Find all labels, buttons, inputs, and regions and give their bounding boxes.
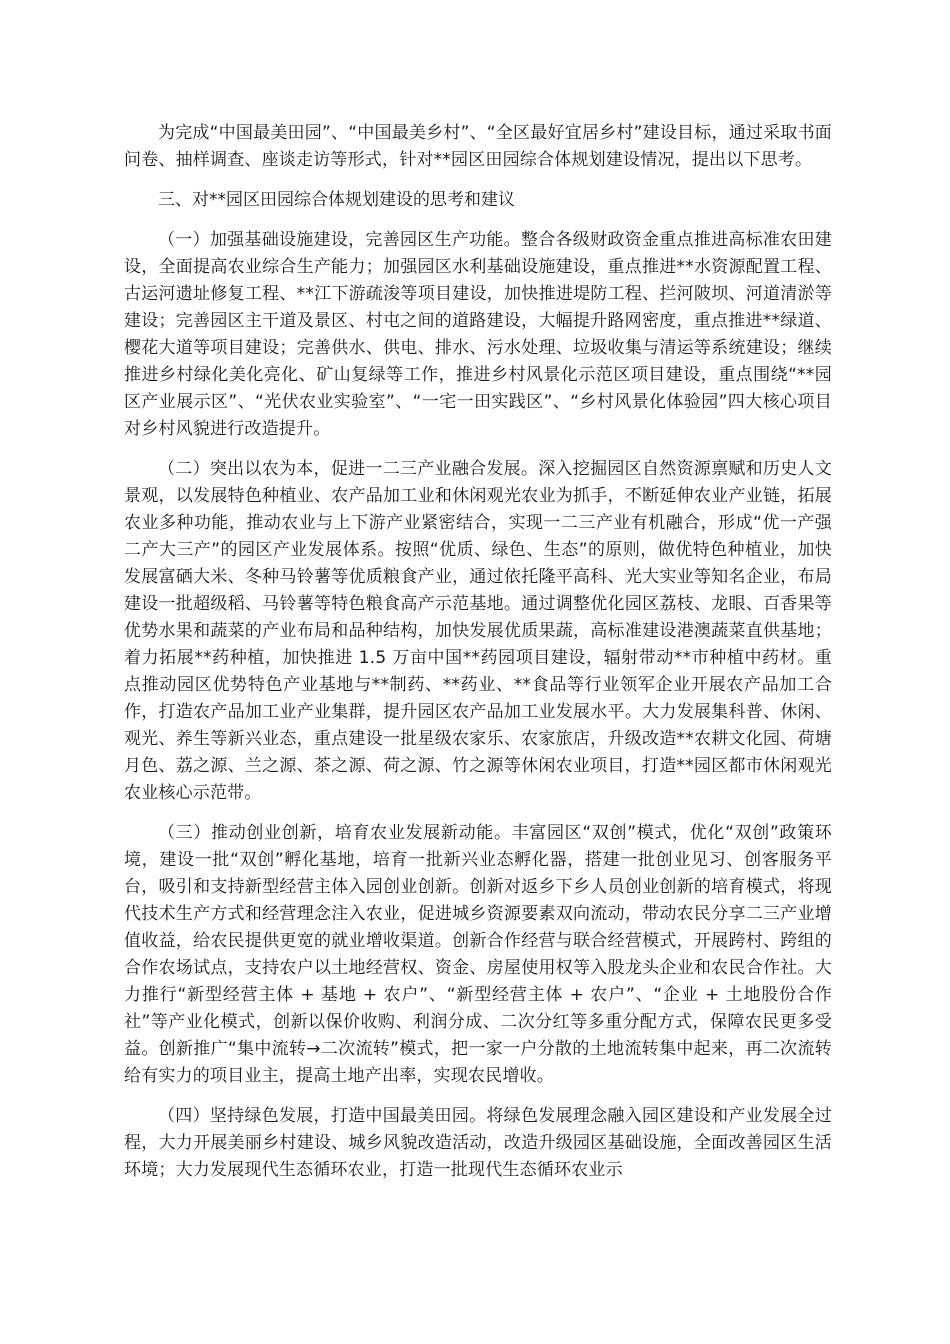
paragraph-3: （三）推动创业创新，培育农业发展新动能。丰富园区“双创”模式，优化“双创”政策环境，建设一批“双创”孵化基地，培育一批新兴业态孵化器，搭建一批创业见习、创客服务平台，吸引和支持新型经营主体入园创业创新。创新对返乡下乡人员创业创新的培育模式，将现代技术生产方式和经营理念注入农业，促进城乡资源要素双向流动，带动农民分享二三产业增值收益，给农民提供更宽的就业增收渠道。创新合作经营与联合经营模式，开展跨村、跨组的合作农场试点，支持农户以土地经营权、资金、房屋使用权等入股龙头企业和农民合作社。大力推行“新型经营主体 + 基地 + 农户”、“新型经营主体 + 农户”、“企业 + 土地股份合作社”等产业化模式，创新以保价收购、利润分成、二次分红等多重分配方式，保障农民更多受益。创新推广“集中流转→二次流转”模式，把一家一户分散的土地流转集中起来，再二次流转给有实力的项目业主，提高土地产出率，实现农民增收。: [124, 823, 832, 1086]
intro-paragraph: 为完成“中国最美田园”、“中国最美乡村”、“全区最好宜居乡村”建设目标，通过采取书面问卷、抽样调查、座谈走访等形式，针对**园区田园综合体规划建设情况，提出以下思考。: [124, 123, 832, 170]
paragraph-2: （二）突出以农为本，促进一二三产业融合发展。深入挖掘园区自然资源禀赋和历史人文景观，以发展特色种植业、农产品加工业和休闲观光农业为抓手，不断延伸农业产业链，拓展农业多种功能，推动农业与上下游产业紧密结合，实现一二三产业有机融合，形成“优一产强二产大三产”的园区产业发展体系。按照“优质、绿色、生态”的原则，做优特色种植业，加快发展富硒大米、冬种马铃薯等优质粮食产业，通过依托隆平高科、光大实业等知名企业，布局建设一批超级稻、马铃薯等特色粮食高产示范基地。通过调整优化园区荔枝、龙眼、百香果等优势水果和蔬菜的产业布局和品种结构，加快发展优质果蔬，高标准建设港澳蔬菜直供基地；着力拓展**药种植，加快推进 1.5 万亩中国**药园项目建设，辐射带动**市种植中药材。重点推动园区优势特色产业基地与**制药、**药业、**食品等行业领军企业开展农产品加工合作，打造农产品加工业产业集群，提升园区农产品加工业发展水平。大力发展集科普、休闲、观光、养生等新兴业态，重点建设一批星级农家乐、农家旅店，升级改造**农耕文化园、荷塘月色、荔之源、兰之源、茶之源、荷之源、竹之源等休闲农业项目，打造**园区都市休闲观光农业核心示范带。: [124, 459, 832, 803]
section-heading: 三、对**园区田园综合体规划建设的思考和建议: [158, 190, 515, 210]
paragraph-4: （四）坚持绿色发展，打造中国最美田园。将绿色发展理念融入园区建设和产业发展全过程，大力开展美丽乡村建设、城乡风貌改造活动，改造升级园区基础设施，全面改善园区生活环境；大力发展现代生态循环农业，打造一批现代生态循环农业示: [124, 1106, 832, 1180]
document-body: [124, 120, 832, 1197]
paragraph-1: （一）加强基础设施建设，完善园区生产功能。整合各级财政资金重点推进高标准农田建设，全面提高农业综合生产能力；加强园区水利基础设施建设，重点推进**水资源配置工程、古运河遗址修复工程、**江下游疏浚等项目建设，加快推进堤防工程、拦河陂坝、河道清淤等建设；完善园区主干道及景区、村屯之间的道路建设，大幅提升路网密度，重点推进**绿道、樱花大道等项目建设；完善供水、供电、排水、污水处理、垃圾收集与清运等系统建设；继续推进乡村绿化美化亮化、矿山复绿等工作，推进乡村风景化示范区项目建设，重点围绕“**园区产业展示区”、“光伏农业实验室”、“一宅一田实践区”、“乡村风景化体验园”四大核心项目对乡村风貌进行改造提升。: [124, 230, 832, 439]
